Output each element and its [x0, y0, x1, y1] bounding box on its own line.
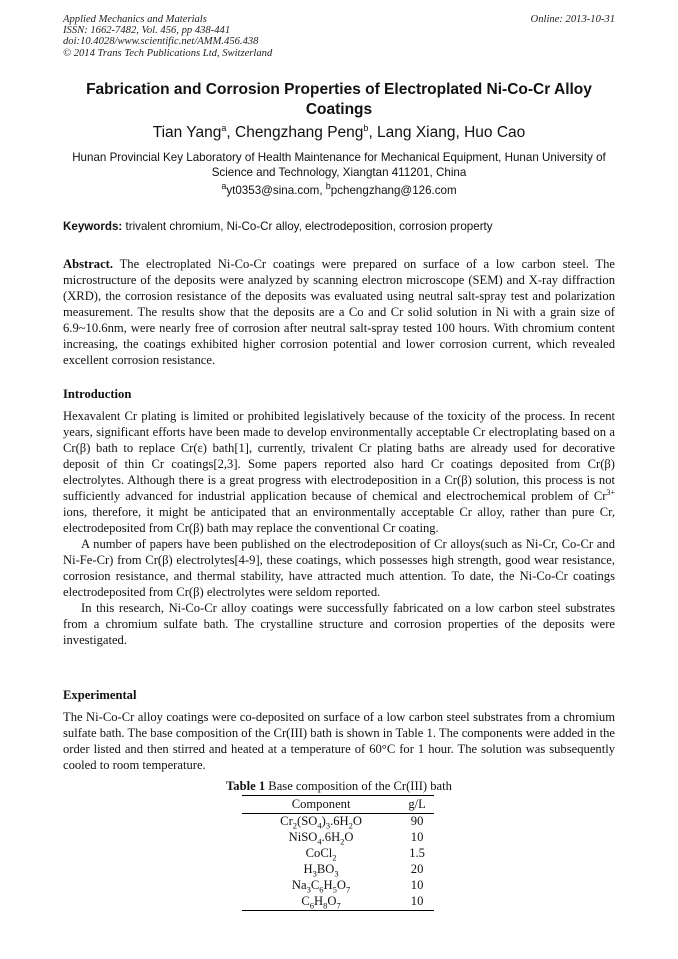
email-mark: b [325, 181, 331, 192]
paragraph: In this research, Ni-Co-Cr alloy coatings were successfully fabricated on a low carbon steel substrates from a chromium sulfate bath. The crystalline structure and corrosion properties of the deposits were investigated. [63, 601, 615, 647]
cell-value: 10 [410, 877, 424, 892]
cell-component: $C_6H_8O_7$ [242, 894, 400, 911]
table-row [242, 878, 434, 894]
table-body [242, 813, 434, 910]
cell-component: $NiSO_4.6H_2O$ [288, 829, 354, 847]
online-date: Online: 2013-10-31 [530, 14, 615, 25]
keywords-label: Keywords: [63, 220, 123, 233]
column-header-unit: g/L [400, 796, 434, 814]
table-row [242, 830, 434, 846]
paragraph-text: ions, therefore, it might be anticipated that an environmentally acceptable Cr alloy, rather than pure Cr, electrodeposited from Cr(β) bath may replace the conventional Cr coating. [63, 505, 615, 535]
cell-component: $H_3BO_3$ [303, 861, 339, 879]
column-header-component: Component [242, 796, 400, 814]
paragraph-text: Hexavalent Cr plating is limited or prohibited legislatively because of the toxicity of the process. In recent years, significant efforts have been made to develop environmentally acceptable Cr electroplating based on a Cr(β) bath to replace Cr(ε) bath[1], currently, trivalent Cr plating baths are already used for decorative deposit of thin Cr coatings[2,3]. Some papers reported also hard Cr coatings deposited from Cr(β) electrolytes. Although there is a great progress with electrodeposition in a Cr(β) solution, this process is not sufficiently advanced for industrial application because of chemical and electrochemical problem of Cr [63, 409, 615, 503]
author-emails: $^a$yt0353@sina.com, $^b$pchengzhang@126.com [221, 181, 457, 197]
keywords-text: trivalent chromium, Ni-Co-Cr alloy, electrodeposition, corrosion property [125, 220, 493, 233]
author-affil-mark: a [221, 122, 227, 133]
introduction-body [63, 408, 615, 648]
paragraph: A number of papers have been published on the electrodeposition of Cr alloys(such as Ni-Cr, Co-Cr and Ni-Fe-Cr) from Cr(β) electrolytes[4-9], these coatings, which possesses high strength, good wear resistance, corrosion resistance, and thermal stability, have attracted much attention. To date, the Ni-Co-Cr coatings electrodeposited from Cr(β) electrolytes were seldom reported. [63, 537, 615, 599]
cell-component: $Cr_2(SO_4)_3.6H_2O$ [280, 813, 362, 831]
composition-table [242, 795, 434, 911]
cell-value: 10 [410, 829, 424, 844]
superscript: 3+ [606, 487, 615, 497]
author-name: Chengzhang Peng [235, 124, 364, 141]
section-heading-introduction: Introduction [63, 387, 132, 401]
keywords-line [63, 219, 615, 234]
experimental-body [63, 709, 615, 773]
abstract-label: Abstract. [63, 257, 114, 271]
email-link[interactable]: yt0353@sina.com [226, 184, 320, 197]
table-row [242, 862, 434, 878]
table-row [242, 894, 434, 911]
issn-line: ISSN: 1662-7482, Vol. 456, pp 438-441 [63, 25, 231, 37]
affiliation: Hunan Provincial Key Laboratory of Health Maintenance for Mechanical Equipment, Hunan University of Science and Technology, Xiangtan 411201, China [72, 151, 606, 179]
table-row [242, 813, 434, 830]
section-heading-experimental: Experimental [63, 688, 137, 702]
author-affil-mark: b [363, 122, 369, 133]
table-header-row [242, 796, 434, 814]
paper-title: Fabrication and Corrosion Properties of Electroplated Ni-Co-Cr Alloy Coatings [86, 81, 592, 118]
table-caption-text: Base composition of the Cr(III) bath [265, 779, 452, 793]
doi-line: doi:10.4028/www.scientific.net/AMM.456.438 [63, 36, 259, 48]
journal-name: Applied Mechanics and Materials [63, 14, 207, 25]
table-caption [63, 778, 615, 794]
cell-value: 10 [400, 894, 434, 911]
journal-header [63, 14, 615, 59]
cell-value: 90 [410, 813, 424, 828]
table-label: Table 1 [226, 779, 266, 793]
email-mark: a [221, 181, 227, 192]
author-list: Tian Yang$^a$, Chengzhang Peng$^b$, Lang Xiang, Huo Cao [152, 122, 526, 141]
paragraph [63, 408, 615, 536]
cell-value: 20 [410, 861, 424, 876]
table-row [242, 846, 434, 862]
paragraph: The Ni-Co-Cr alloy coatings were co-deposited on surface of a low carbon steel substrates from a chromium sulfate bath. The base composition of the Cr(III) bath is shown in Table 1. The components were added in the order listed and then stirred and heated at a temperature of 60°C for 1 hour. The solution was subsequently cooled to room temperature. [63, 710, 615, 772]
cell-component: CoCl$_2$ [305, 845, 337, 863]
abstract-text: The electroplated Ni-Co-Cr coatings were prepared on surface of a low carbon steel. The microstructure of the deposits were analyzed by scanning electron microscope (SEM) and X-ray diffraction (XRD), the corrosion resistance of the deposits was evaluated using neutral salt-spray test and polarization measurement. The results show that the deposits are a Co and Cr solid solution in Ni with a grain size of 6.9~10.6nm, were nearly free of corrosion after neutral salt-spray tested 100 hours. With chromium content increasing, the coatings exhibited higher corrosion potential and lower corrosion current, which revealed excellent corrosion resistance. [63, 257, 616, 367]
abstract [63, 256, 615, 368]
cell-value: 1.5 [409, 845, 425, 860]
author-names-rest: , Lang Xiang, Huo Cao [368, 124, 526, 141]
author-name: Tian Yang [152, 124, 222, 141]
cell-component: $Na_3C_6H_5O_7$ [291, 877, 351, 895]
copyright-line: © 2014 Trans Tech Publications Ltd, Switzerland [63, 47, 273, 59]
email-link[interactable]: pchengzhang@126.com [330, 184, 457, 197]
